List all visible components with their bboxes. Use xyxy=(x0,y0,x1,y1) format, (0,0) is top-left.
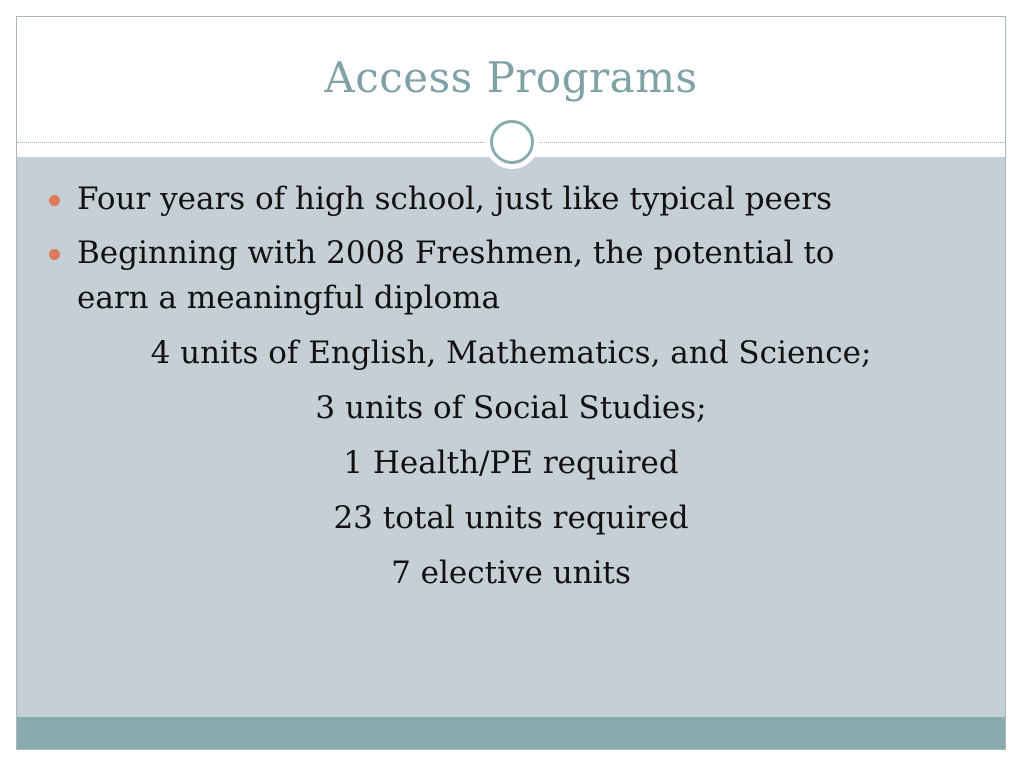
bullet-text: Beginning with 2008 Freshmen, the potential to earn a meaningful diploma xyxy=(77,235,835,316)
circle-ornament-icon xyxy=(485,115,539,169)
footer-band xyxy=(17,717,1005,750)
bullet-dot-icon xyxy=(49,249,60,260)
requirement-line: 1 Health/PE required xyxy=(343,445,679,481)
bullet-item xyxy=(77,231,907,321)
requirement-line: 23 total units required xyxy=(333,500,689,536)
requirement-line: 4 units of English, Mathematics, and Science; xyxy=(150,335,872,371)
bullet-text: Four years of high school, just like typical peers xyxy=(77,181,832,217)
slide-title: Access Programs xyxy=(324,53,698,102)
ornament-ring xyxy=(490,120,534,164)
requirement-line: 7 elective units xyxy=(391,555,631,591)
slide-content xyxy=(17,177,1005,596)
bullet-item xyxy=(77,177,907,222)
bullet-dot-icon xyxy=(49,195,60,206)
requirement-line: 3 units of Social Studies; xyxy=(315,390,707,426)
slide-frame xyxy=(16,16,1006,750)
